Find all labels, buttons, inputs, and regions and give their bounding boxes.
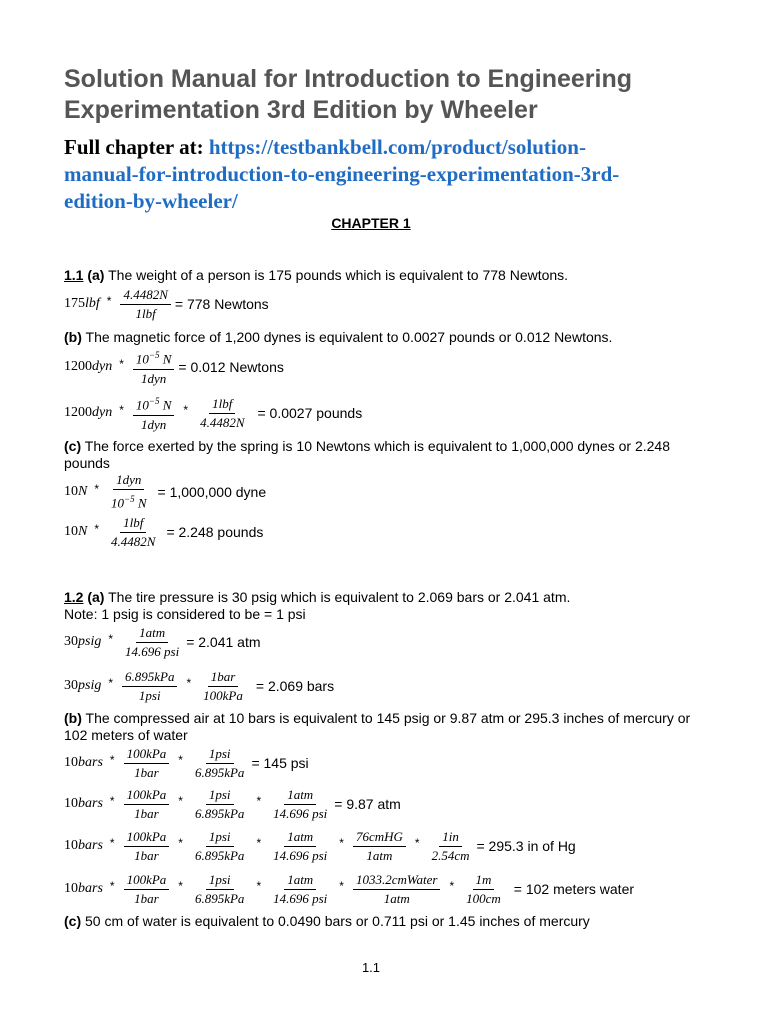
problem-1-2-a-text: 1.2 (a) The tire pressure is 30 psig which is equivalent to 2.069 bars or 2.041 atm. Note: 1 psig is considered to be = 1 psi: [64, 589, 571, 622]
equation-1-2-b1: 10bars * $\frac{\text{100kPa}}{\text{1bar}}$ * $\frac{\text{1psi}}{\text{6.895kPa}}$ = 145 psi: [64, 745, 309, 780]
problem-1-1-c-text: (c) The force exerted by the spring is 10 Newtons which is equivalent to 1,000,000 dynes or 2.248 pounds: [64, 438, 670, 471]
equation-1-2-b2: 10bars * $\frac{\text{100kPa}}{\text{1bar}}$ * $\frac{\text{1psi}}{\text{6.895kPa}}$ * $\frac{\text{1atm}}{\text{14.696 psi}}$ = 9.87 atm: [64, 786, 401, 821]
title-line-1: Solution Manual for Introduction to Engineering: [64, 65, 633, 93]
full-chapter-block: [64, 134, 754, 215]
part-label: (b): [64, 710, 82, 726]
title-line-2: Experimentation 3rd Edition by Wheeler: [64, 96, 538, 124]
equation-1-2-a2: 30psig * $\frac{\text{6.895kPa}}{\text{1psi}}$ * $\frac{\text{1bar}}{\text{100kPa}}$ = 2.069 bars: [64, 668, 335, 703]
equation-1-1-c2: 10N * $\frac{\text{1lbf}}{4.4482N}$ = 2.248 pounds: [64, 514, 264, 549]
note: Note: 1 psig is considered to be = 1 psi: [64, 606, 306, 622]
equation-1-1-c1: 10N * $\frac{\text{1dyn}}{10^{-5} N}$ = 1,000,000 dyne: [64, 472, 267, 511]
equation-1-2-a1: 30psig * $\frac{\text{1atm}}{\text{14.696 psi}}$ = 2.041 atm: [64, 624, 261, 659]
equation-1-1-b1: 1200dyn * $\frac{10^{-5} N}{\text{1dyn}}$ = 0.012 Newtons: [64, 347, 284, 387]
part-label: (c): [64, 913, 82, 929]
problem-1-1-b-text: (b) The magnetic force of 1,200 dynes is equivalent to 0.0027 pounds or 0.012 Newtons.: [64, 329, 613, 345]
problem-number: 1.2: [64, 589, 84, 605]
equation-1-2-b4: 10bars * $\frac{\text{100kPa}}{\text{1bar}}$ * $\frac{\text{1psi}}{\text{6.895kPa}}$ * $\frac{\text{1atm}}{\text{14.696 psi}}$ * $\frac{\text{1033.2cmWater}}{\text{1atm}}$ * $\frac{1m}{100cm}$ = 102 meters water: [64, 871, 635, 906]
chapter-heading: CHAPTER 1: [331, 215, 411, 231]
part-label: (a): [87, 267, 105, 283]
equation-1-1-b2: 1200dyn * $\frac{10^{-5} N}{\text{1dyn}}$ * $\frac{\text{1lbf}}{4.4482N}$ = 0.0027 pounds: [64, 393, 362, 433]
full-chapter-label: Full chapter at:: [64, 135, 209, 159]
problem-1-1-a-text: 1.1 (a) The weight of a person is 175 pounds which is equivalent to 778 Newtons.: [64, 267, 569, 283]
problem-1-2-b-text: (b) The compressed air at 10 bars is equivalent to 145 psig or 9.87 atm or 295.3 inches of mercury or 102 meters of water: [64, 710, 691, 743]
problem-number: 1.1: [64, 267, 84, 283]
part-label: (b): [64, 329, 82, 345]
full-chapter-link[interactable]: https://testbankbell.com/product/solution- manual-for-introduction-to-engineering-experimentation-3rd- edition-by-wheeler/: [64, 135, 620, 213]
problem-1-2-c-text: (c) 50 cm of water is equivalent to 0.0490 bars or 0.711 psi or 1.45 inches of mercury: [64, 913, 590, 929]
page-number: 1.1: [361, 960, 381, 975]
part-label: (a): [87, 589, 105, 605]
equation-1-2-b3: 10bars * $\frac{\text{100kPa}}{\text{1bar}}$ * $\frac{\text{1psi}}{\text{6.895kPa}}$ * $\frac{\text{1atm}}{\text{14.696 psi}}$ * $\frac{\text{76cmHG}}{\text{1atm}}$ * $\frac{1in}{2.54cm}$ = 295.3 in of Hg: [64, 828, 576, 863]
part-label: (c): [64, 438, 82, 454]
equation-1-1-a: 175lbf * $\frac{4.4482N}{\text{1lbf}}$ = 778 Newtons: [64, 286, 269, 321]
page-title: [64, 64, 744, 126]
